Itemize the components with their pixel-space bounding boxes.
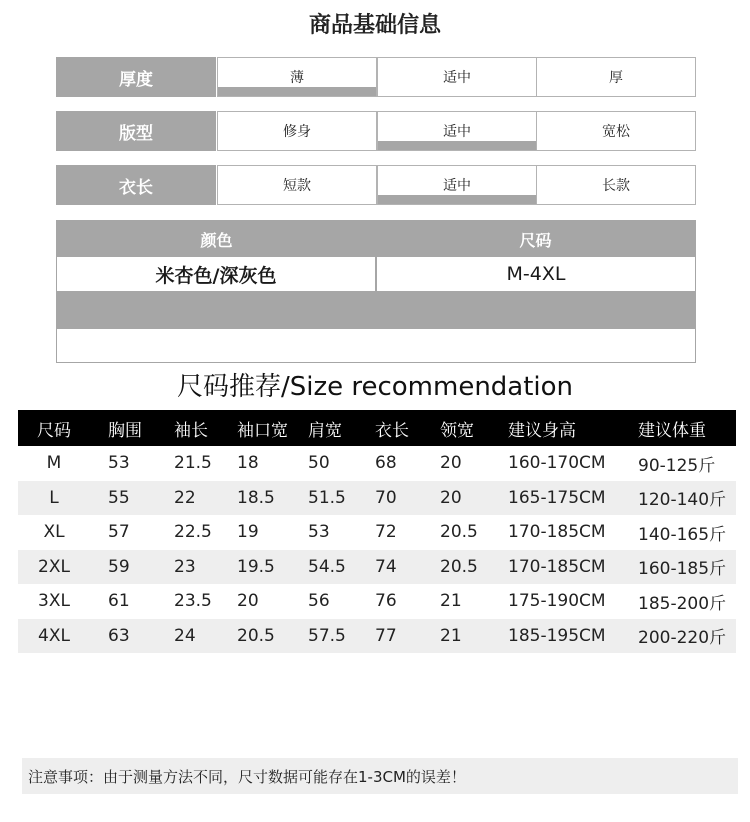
attribute-label: 厚度 <box>56 57 216 97</box>
table-cell: 175-190CM <box>508 591 606 612</box>
table-cell: 54.5 <box>308 556 346 577</box>
color-size-header <box>57 221 695 257</box>
table-cell: 185-195CM <box>508 625 606 646</box>
table-cell: 4XL <box>38 625 70 646</box>
table-row <box>18 446 736 481</box>
size-header: 尺码 <box>519 230 552 250</box>
table-cell: 53 <box>108 453 130 474</box>
table-cell: 21 <box>440 625 462 646</box>
column-header: 建议身高 <box>508 420 576 441</box>
attribute-row-length <box>56 165 696 205</box>
color-header: 颜色 <box>200 230 233 250</box>
table-cell: 61 <box>108 591 130 612</box>
size-table <box>18 410 736 653</box>
table-cell: 18 <box>237 453 259 474</box>
table-cell: 21 <box>440 591 462 612</box>
attribute-option: 薄 <box>217 57 377 97</box>
attribute-option: 适中 <box>377 111 537 151</box>
table-cell: 160-170CM <box>508 453 606 474</box>
table-cell: 57.5 <box>308 625 346 646</box>
table-cell: 20.5 <box>440 522 478 543</box>
table-cell: 59 <box>108 556 130 577</box>
table-cell: 3XL <box>38 591 70 612</box>
table-cell: 19.5 <box>237 556 275 577</box>
attribute-option: 修身 <box>217 111 377 151</box>
table-cell: 74 <box>375 556 397 577</box>
table-cell: 24 <box>174 625 196 646</box>
table-cell: 170-185CM <box>508 556 606 577</box>
attribute-label: 衣长 <box>56 165 216 205</box>
column-header: 尺码 <box>37 420 71 441</box>
table-cell: 18.5 <box>237 487 275 508</box>
table-cell: 51.5 <box>308 487 346 508</box>
attribute-option: 短款 <box>217 165 377 205</box>
column-header: 胸围 <box>108 420 142 441</box>
table-cell: 160-185斤 <box>638 559 727 580</box>
table-cell: 23 <box>174 556 196 577</box>
page-title: 商品基础信息 <box>308 13 441 38</box>
column-header: 袖口宽 <box>237 420 288 441</box>
table-cell: 19 <box>237 522 259 543</box>
table-cell: 20 <box>440 453 462 474</box>
table-cell: 23.5 <box>174 591 212 612</box>
attribute-option: 适中 <box>377 165 537 205</box>
table-cell: 63 <box>108 625 130 646</box>
table-cell: 70 <box>375 487 397 508</box>
table-cell: 20.5 <box>237 625 275 646</box>
color-size-box <box>56 220 696 363</box>
attribute-option: 适中 <box>377 57 537 97</box>
table-cell: 56 <box>308 591 330 612</box>
attribute-option: 厚 <box>536 57 696 97</box>
attribute-option: 长款 <box>536 165 696 205</box>
color-value: 米杏色/深灰色 <box>57 257 377 291</box>
table-cell: 55 <box>108 487 130 508</box>
table-cell: 76 <box>375 591 397 612</box>
table-cell: L <box>49 487 59 508</box>
table-row <box>18 481 736 516</box>
table-cell: 50 <box>308 453 330 474</box>
table-cell: M <box>46 453 62 474</box>
table-cell: 165-175CM <box>508 487 606 508</box>
table-cell: 22.5 <box>174 522 212 543</box>
column-header: 建议体重 <box>638 420 706 441</box>
attribute-label: 版型 <box>56 111 216 151</box>
table-row <box>18 619 736 654</box>
table-cell: 90-125斤 <box>638 455 716 476</box>
table-cell: 57 <box>108 522 130 543</box>
size-recommendation-title: 尺码推荐/Size recommendation <box>176 372 574 402</box>
table-cell: 68 <box>375 453 397 474</box>
table-cell: 20 <box>237 591 259 612</box>
table-cell: 20 <box>440 487 462 508</box>
table-cell: 170-185CM <box>508 522 606 543</box>
attribute-row-thickness <box>56 57 696 97</box>
column-header: 衣长 <box>375 420 409 441</box>
table-cell: 200-220斤 <box>638 628 727 649</box>
table-header <box>18 410 736 446</box>
color-size-values <box>57 257 695 291</box>
table-cell: 53 <box>308 522 330 543</box>
table-cell: 77 <box>375 625 397 646</box>
size-value: M-4XL <box>506 263 566 285</box>
attribute-option: 宽松 <box>536 111 696 151</box>
column-header: 袖长 <box>174 420 208 441</box>
table-cell: 185-200斤 <box>638 593 727 614</box>
column-header: 肩宽 <box>308 420 342 441</box>
table-cell: 72 <box>375 522 397 543</box>
table-row <box>18 515 736 550</box>
divider-band <box>57 291 695 329</box>
column-header: 领宽 <box>440 420 474 441</box>
table-cell: 140-165斤 <box>638 524 727 545</box>
table-row <box>18 584 736 619</box>
attribute-row-fit <box>56 111 696 151</box>
table-cell: 2XL <box>38 556 70 577</box>
table-cell: 22 <box>174 487 196 508</box>
table-cell: 120-140斤 <box>638 490 727 511</box>
measurement-note: 注意事项：由于测量方法不同，尺寸数据可能存在1-3CM的误差！ <box>22 758 738 794</box>
table-cell: 21.5 <box>174 453 212 474</box>
table-row <box>18 550 736 585</box>
table-cell: 20.5 <box>440 556 478 577</box>
table-cell: XL <box>43 522 65 543</box>
